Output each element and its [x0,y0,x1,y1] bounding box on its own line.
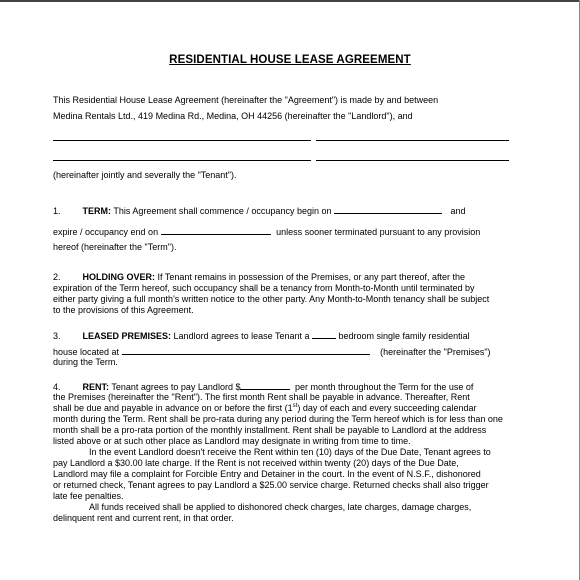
term-text-1a: This Agreement shall commence / occupancy begin on [113,206,332,216]
term-text-2a: expire / occupancy end on [53,227,159,237]
premises-text-1a: Landlord agrees to lease Tenant a [173,331,310,341]
holding-over-text-1: If Tenant remains in possession of the Premises, or any part thereof, after the [157,272,466,282]
intro-line-2: Medina Rentals Ltd., 419 Medina Rd., Medina, OH 44256 (hereinafter the "Landlord"), and [53,111,413,121]
rent-text-3a: shall be due and payable in advance on or before the first (1 [53,403,293,413]
rent-text-3b: ) day of each and every succeeding calendar [297,403,477,413]
premises-heading: LEASED PREMISES: [82,331,172,341]
tenant-name-blank-1[interactable] [53,140,311,141]
rent-line-6: listed above or at such other place as Landlord may designate in writing from time to time. [53,436,411,446]
premises-text-1b: bedroom single family residential [338,331,470,341]
term-heading: TERM: [82,206,112,216]
rent-line-4: month during the Term. Rent shall be pro-rata during any period during the Term hereof which is for less than one [53,414,503,424]
address-blank[interactable] [122,346,370,355]
term-text-1b: and [450,206,466,216]
premises-line-3: during the Term. [53,357,118,367]
premises-text-2a: house located at [53,347,120,357]
tenant-line: (hereinafter jointly and severally the "Tenant"). [53,170,237,180]
rent-line-3 [53,403,476,414]
holding-over-heading: HOLDING OVER: [82,272,156,282]
rent-line-9: Landlord may file a complaint for Forcible Entry and Detainer in the court. In the event of N.S.F., dishonored [53,469,481,479]
holding-over-line-1 [53,272,465,283]
page-border-top [0,0,580,2]
term-line-3: hereof (hereinafter the "Term"). [53,242,177,252]
rent-line-10: or returned check, Tenant agrees to pay Landlord a $25.00 service charge. Returned checks shall also trigger [53,480,489,490]
holding-over-line-3: either party giving a full month's written notice to the other party. Any Month-to-Month tenancy shall be subject [53,294,490,304]
term-number: 1. [53,206,61,216]
tenant-name-blank-3[interactable] [53,160,311,161]
rent-line-8: pay Landlord a $30.00 late charge. If the Rent is not received within twenty (20) days of the Due Date, [53,458,459,468]
rent-line-7: In the event Landlord doesn't receive the Rent within ten (10) days of the Due Date, Tenant agrees to [89,447,491,457]
expire-date-blank[interactable] [161,226,271,235]
rent-amount-blank[interactable] [240,381,290,390]
document-title: RESIDENTIAL HOUSE LEASE AGREEMENT [169,54,411,66]
holding-over-line-4: to the provisions of this Agreement. [53,305,194,315]
rent-line-13: delinquent rent and current rent, in that order. [53,513,234,523]
rent-line-2: the Premises (hereinafter the "Rent"). The first month Rent shall be payable in advance. Thereafter, Rent [53,392,470,402]
term-line-2 [53,226,480,238]
rent-heading: RENT: [82,382,110,392]
holding-over-line-2: expiration of the Term hereof, such occupancy shall be a tenancy from Month-to-Month until terminated by [53,283,475,293]
intro-line-1: This Residential House Lease Agreement (hereinafter the "Agreement") is made by and between [53,95,439,105]
term-text-2b: unless sooner terminated pursuant to any provision [276,227,481,237]
rent-text-1b: per month throughout the Term for the use of [294,382,474,392]
rent-line-5: month shall be a pro-rata portion of the monthly installment. Rent shall be payable to Landlord at the address [53,425,487,435]
premises-line-2 [53,346,491,358]
bedroom-count-blank[interactable] [312,330,336,339]
term-line-1 [53,205,466,217]
rent-line-12: All funds received shall be applied to dishonored check charges, late charges, damage charges, [89,502,472,512]
premises-text-2b: (hereinafter the "Premises") [380,347,491,357]
rent-number: 4. [53,382,61,392]
rent-text-1a: Tenant agrees to pay Landlord $ [111,382,241,392]
premises-number: 3. [53,331,61,341]
commence-date-blank[interactable] [334,205,442,214]
tenant-name-blank-4[interactable] [316,160,509,161]
premises-line-1 [53,330,470,342]
holding-over-number: 2. [53,272,61,282]
rent-line-11: late fee penalties. [53,491,124,501]
tenant-name-blank-2[interactable] [316,140,509,141]
rent-text-3-sup: st [292,403,298,409]
